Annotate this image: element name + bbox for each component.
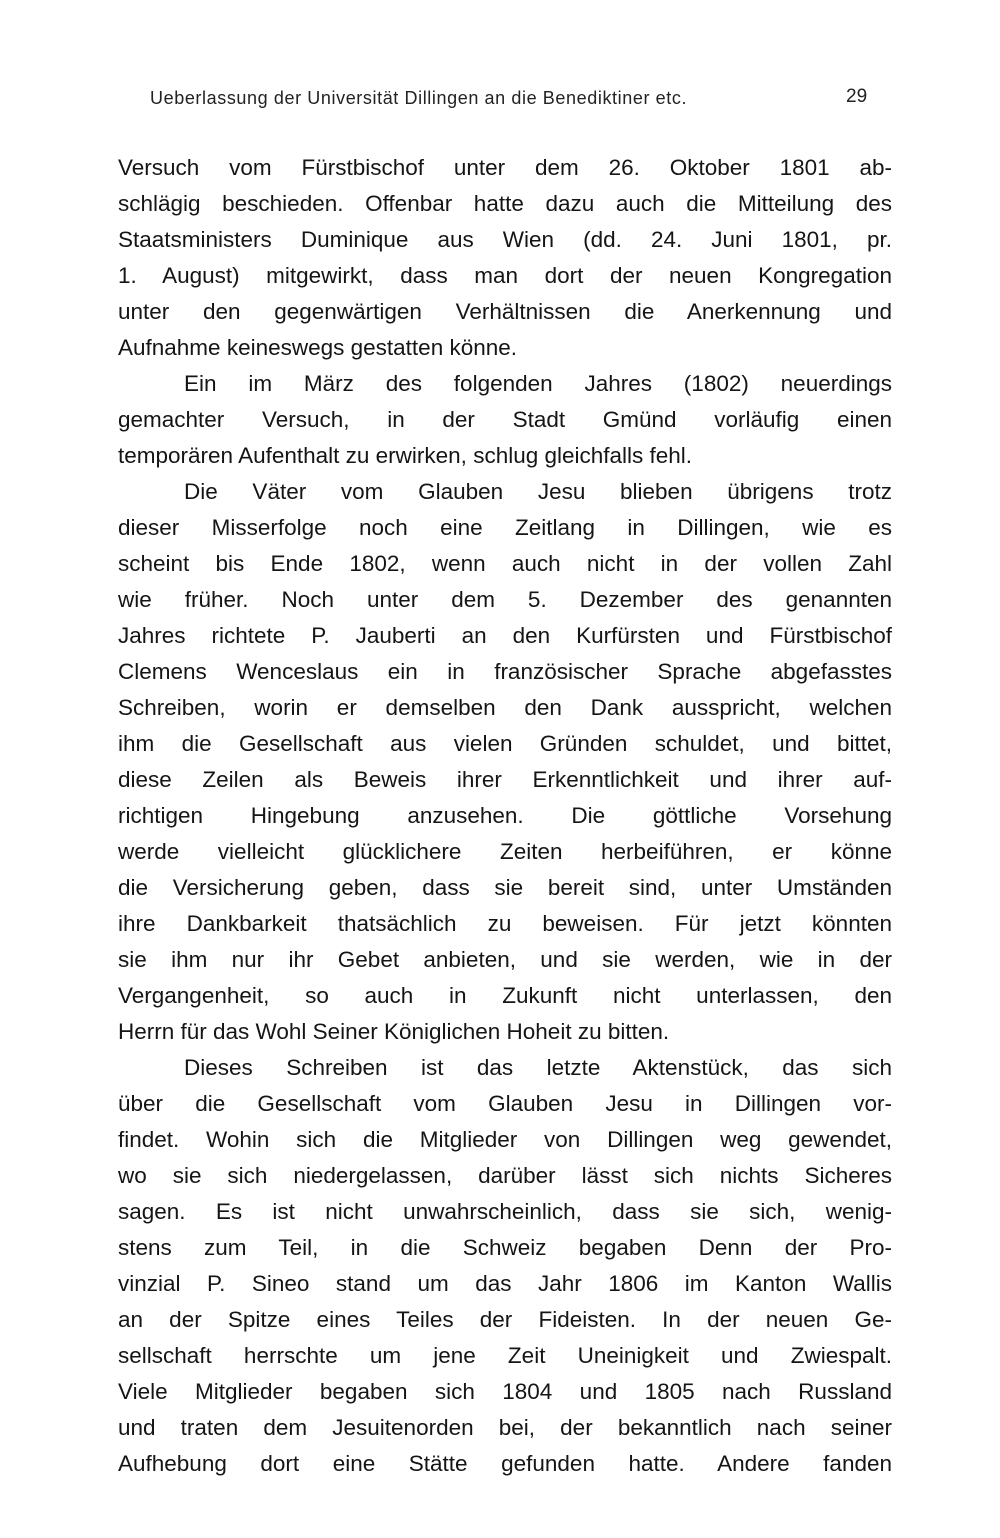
text-line: unter den gegenwärtigen Verhältnissen die Anerkennung und	[118, 299, 892, 324]
text-line: scheint bis Ende 1802, wenn auch nicht in der vollen Zahl	[118, 551, 892, 576]
text-line: ihm die Gesellschaft aus vielen Gründen schuldet, und bittet,	[118, 731, 892, 756]
text-line: Schreiben, worin er demselben den Dank ausspricht, welchen	[118, 695, 892, 720]
text-line: über die Gesellschaft vom Glauben Jesu in Dillingen vor-	[118, 1091, 892, 1116]
text-line: Die Väter vom Glauben Jesu blieben übrigens trotz	[184, 479, 892, 504]
text-line: ihre Dankbarkeit thatsächlich zu beweisen. Für jetzt könnten	[118, 911, 892, 936]
text-line: Viele Mitglieder begaben sich 1804 und 1805 nach Russland	[118, 1379, 892, 1404]
text-line: Versuch vom Fürstbischof unter dem 26. Oktober 1801 ab-	[118, 155, 892, 180]
text-line: Ein im März des folgenden Jahres (1802) neuerdings	[184, 371, 892, 396]
text-line: vinzial P. Sineo stand um das Jahr 1806 im Kanton Wallis	[118, 1271, 892, 1296]
text-line: sellschaft herrschte um jene Zeit Uneinigkeit und Zwiespalt.	[118, 1343, 892, 1368]
running-head: Ueberlassung der Universität Dillingen an die Benediktiner etc.	[150, 88, 688, 108]
text-line: sagen. Es ist nicht unwahrscheinlich, dass sie sich, wenig-	[118, 1199, 892, 1224]
text-line: wie früher. Noch unter dem 5. Dezember des genannten	[118, 587, 892, 612]
text-line: Aufnahme keineswegs gestatten könne.	[118, 335, 518, 360]
text-line: Staatsministers Duminique aus Wien (dd. 24. Juni 1801, pr.	[118, 227, 892, 252]
text-line: die Versicherung geben, dass sie bereit sind, unter Umständen	[118, 875, 892, 900]
text-line: temporären Aufenthalt zu erwirken, schlug gleichfalls fehl.	[118, 443, 693, 468]
text-line: schlägig beschieden. Offenbar hatte dazu auch die Mitteilung des	[118, 191, 892, 216]
body-text	[118, 150, 892, 1482]
text-line: wo sie sich niedergelassen, darüber lässt sich nichts Sicheres	[118, 1163, 892, 1188]
text-line: 1. August) mitgewirkt, dass man dort der neuen Kongregation	[118, 263, 892, 288]
page-number: 29	[846, 86, 868, 107]
text-line: richtigen Hingebung anzusehen. Die göttliche Vorsehung	[118, 803, 892, 828]
text-line: Vergangenheit, so auch in Zukunft nicht unterlassen, den	[118, 983, 892, 1008]
text-line: Dieses Schreiben ist das letzte Aktenstück, das sich	[184, 1055, 892, 1080]
text-line: sie ihm nur ihr Gebet anbieten, und sie werden, wie in der	[118, 947, 892, 972]
text-line: Aufhebung dort eine Stätte gefunden hatte. Andere fanden	[118, 1451, 892, 1476]
text-line: dieser Misserfolge noch eine Zeitlang in Dillingen, wie es	[118, 515, 892, 540]
text-line: diese Zeilen als Beweis ihrer Erkenntlichkeit und ihrer auf-	[118, 767, 892, 792]
text-line: Clemens Wenceslaus ein in französischer Sprache abgefasstes	[118, 659, 892, 684]
text-line: gemachter Versuch, in der Stadt Gmünd vorläufig einen	[118, 407, 892, 432]
text-line: werde vielleicht glücklichere Zeiten herbeiführen, er könne	[118, 839, 892, 864]
text-line: stens zum Teil, in die Schweiz begaben Denn der Pro-	[118, 1235, 892, 1260]
text-line: findet. Wohin sich die Mitglieder von Dillingen weg gewendet,	[118, 1127, 892, 1152]
text-line: an der Spitze eines Teiles der Fideisten. In der neuen Ge-	[118, 1307, 892, 1332]
text-line: und traten dem Jesuitenorden bei, der bekanntlich nach seiner	[118, 1415, 892, 1440]
text-line: Jahres richtete P. Jauberti an den Kurfürsten und Fürstbischof	[118, 623, 892, 648]
text-line: Herrn für das Wohl Seiner Königlichen Hoheit zu bitten.	[118, 1019, 670, 1044]
